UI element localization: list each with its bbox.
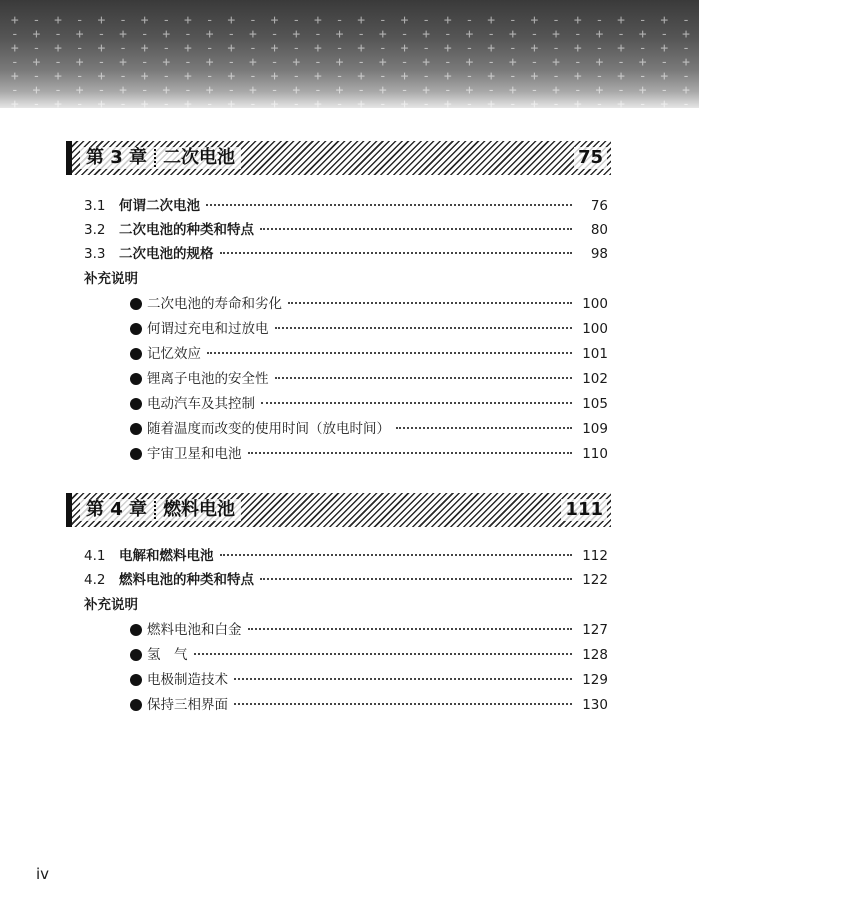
supplement-page: 100 <box>582 296 608 312</box>
dot-leader <box>220 252 573 254</box>
bullet-icon <box>130 448 142 460</box>
toc-supplement-row[interactable] <box>130 644 608 666</box>
chapter-separator <box>154 501 156 519</box>
dot-leader <box>275 327 573 329</box>
supplement-title: 锂离子电池的安全性 <box>147 371 269 387</box>
toc-supplement-row[interactable] <box>130 669 608 691</box>
supplement-title: 记忆效应 <box>147 346 201 362</box>
chapter-header-3 <box>66 141 611 175</box>
bullet-icon <box>130 423 142 435</box>
toc-section-row[interactable] <box>84 243 608 265</box>
section-page: 98 <box>590 246 608 262</box>
toc-supplement-row[interactable] <box>130 343 608 365</box>
supplement-heading: 补充说明 <box>84 597 138 613</box>
page-folio: iv <box>36 865 50 883</box>
supplement-title: 宇宙卫星和电池 <box>147 446 242 462</box>
dot-leader <box>194 653 573 655</box>
toc-supplement-row[interactable] <box>130 694 608 716</box>
section-number: 3.1 <box>84 198 106 214</box>
section-number: 4.2 <box>84 572 106 588</box>
supplement-title: 氢 气 <box>147 647 188 663</box>
section-number: 4.1 <box>84 548 106 564</box>
toc-supplement-row[interactable] <box>130 318 608 340</box>
supplement-heading: 补充说明 <box>84 271 138 287</box>
toc-section-row[interactable] <box>84 195 608 217</box>
supplement-page: 100 <box>582 321 608 337</box>
chapter-label <box>80 499 241 521</box>
chapter-bar <box>66 493 72 527</box>
dot-leader <box>206 204 572 206</box>
supplement-page: 129 <box>582 672 608 688</box>
section-number: 3.3 <box>84 246 106 262</box>
toc-supplement-row[interactable] <box>130 293 608 315</box>
cross-pattern: + - + - + - + - + - + - + - + - + - + - + - + - + - + - + - + - + - + - + - + - + - + - + - + - + - + - + - + - + - + - + - + - + - + - + - + - + - + - + - + - + - + - + - + - + - + - + - + - + - + - + - + - + - + - + - + - + - + - + - + - + - + - + - + - + - + - + - + - + - + - + - + - + - + - + - + - + - + - + - + - + - + - + - + - + - + - + - + - + - + - + - + - + - + - + - + - + - + - + - + - + - + - + - + - + - + - + - + - + - + - + - + - + - + - + - + - + - + - + - + - + - + - + - + - + - + - + - + - + - + - + - + - + - + - + - + - + <box>10 13 844 112</box>
toc-section-row[interactable] <box>84 219 608 241</box>
supplement-page: 101 <box>582 346 608 362</box>
dot-leader <box>261 402 572 404</box>
bullet-icon <box>130 373 142 385</box>
bullet-icon <box>130 348 142 360</box>
supplement-page: 102 <box>582 371 608 387</box>
chapter-label <box>80 147 241 169</box>
dot-leader <box>234 703 572 705</box>
toc-supplement-row[interactable] <box>130 368 608 390</box>
dot-leader <box>220 554 573 556</box>
section-number: 3.2 <box>84 222 106 238</box>
chapter-header-4 <box>66 493 611 527</box>
bullet-icon <box>130 674 142 686</box>
supplement-title: 燃料电池和白金 <box>147 622 242 638</box>
dot-leader <box>234 678 572 680</box>
dot-leader <box>288 302 572 304</box>
toc-section-row[interactable] <box>84 569 608 591</box>
section-title: 燃料电池的种类和特点 <box>119 572 254 588</box>
section-title: 何谓二次电池 <box>119 198 200 214</box>
supplement-title: 何谓过充电和过放电 <box>147 321 269 337</box>
bullet-icon <box>130 624 142 636</box>
supplement-title: 随着温度而改变的使用时间（放电时间） <box>147 421 390 437</box>
dot-leader <box>396 427 572 429</box>
dot-leader <box>275 377 573 379</box>
decorative-header-band <box>0 0 844 112</box>
chapter-number: 第 4 章 <box>86 499 148 520</box>
supplement-title: 二次电池的寿命和劣化 <box>147 296 282 312</box>
toc-supplement-row[interactable] <box>130 619 608 641</box>
supplement-page: 130 <box>582 697 608 713</box>
chapter-page: 75 <box>574 147 607 169</box>
bullet-icon <box>130 298 142 310</box>
section-page: 112 <box>582 548 608 564</box>
bullet-icon <box>130 649 142 661</box>
dot-leader <box>248 452 573 454</box>
section-title: 电解和燃料电池 <box>119 548 214 564</box>
chapter-number: 第 3 章 <box>86 147 148 168</box>
supplement-page: 109 <box>582 421 608 437</box>
dot-leader <box>248 628 573 630</box>
section-page: 76 <box>590 198 608 214</box>
chapter-page: 111 <box>561 499 607 521</box>
chapter-title: 二次电池 <box>163 147 236 168</box>
toc-supplement-row[interactable] <box>130 443 608 465</box>
supplement-page: 105 <box>582 396 608 412</box>
bullet-icon <box>130 398 142 410</box>
bullet-icon <box>130 323 142 335</box>
chapter-title: 燃料电池 <box>163 499 236 520</box>
supplement-title: 电动汽车及其控制 <box>147 396 255 412</box>
toc-section-row[interactable] <box>84 545 608 567</box>
chapter-bar <box>66 141 72 175</box>
supplement-title: 电极制造技术 <box>147 672 228 688</box>
dot-leader <box>260 228 572 230</box>
dot-leader <box>207 352 572 354</box>
section-page: 122 <box>582 572 608 588</box>
supplement-page: 110 <box>582 446 608 462</box>
bullet-icon <box>130 699 142 711</box>
section-title: 二次电池的规格 <box>119 246 214 262</box>
section-page: 80 <box>590 222 608 238</box>
supplement-title: 保持三相界面 <box>147 697 228 713</box>
supplement-page: 128 <box>582 647 608 663</box>
supplement-page: 127 <box>582 622 608 638</box>
toc-supplement-row[interactable] <box>130 418 608 440</box>
chapter-separator <box>154 149 156 167</box>
dot-leader <box>260 578 572 580</box>
toc-supplement-row[interactable] <box>130 393 608 415</box>
section-title: 二次电池的种类和特点 <box>119 222 254 238</box>
